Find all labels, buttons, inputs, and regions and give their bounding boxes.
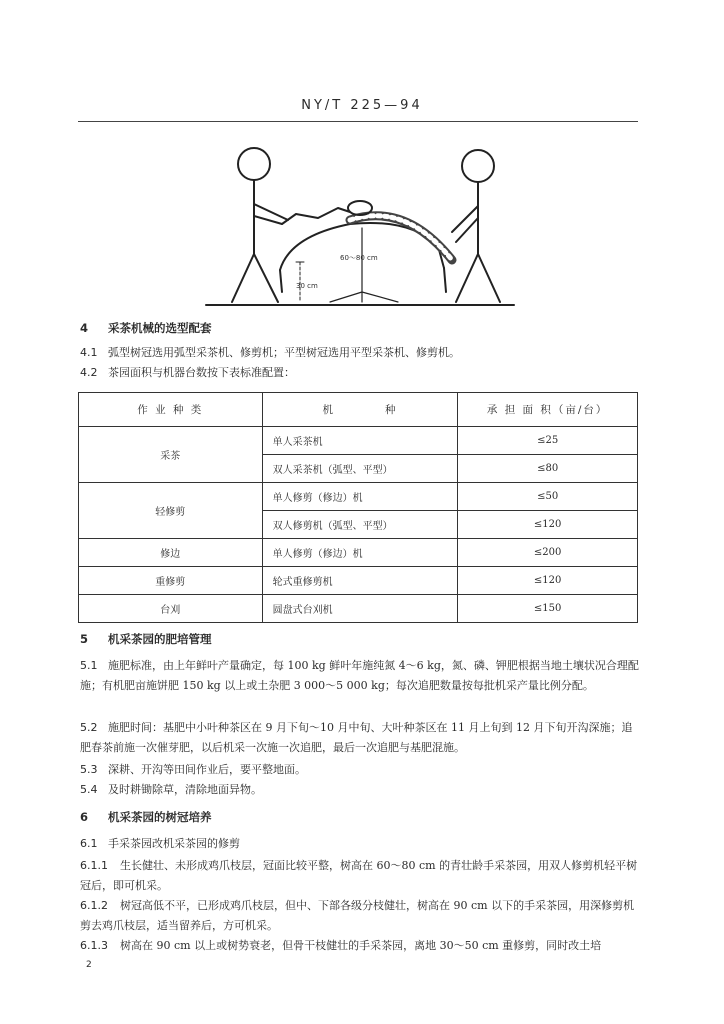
section-6-heading: 6 机采茶园的树冠培养 bbox=[80, 810, 212, 824]
machine-cell: 单人修剪（修边）机 bbox=[262, 483, 458, 511]
table-row bbox=[79, 483, 638, 511]
area-cell: ≤25 bbox=[458, 427, 638, 455]
machine-cell: 圆盘式台刈机 bbox=[262, 595, 458, 623]
para-5-2: 5.2 施肥时间：基肥中小叶种茶区在 9 月下旬～10 月中旬、大叶种茶区在 11 月上旬到 12 月下旬开沟深施；追肥春茶前施一次催芽肥，以后机采一次施一次追肥，最后一次追肥与基肥混施。 bbox=[80, 721, 633, 754]
area-cell: ≤50 bbox=[458, 483, 638, 511]
para-5-3: 5.3 深耕、开沟等田间作业后，要平整地面。 bbox=[80, 763, 306, 776]
table-row bbox=[79, 567, 638, 595]
area-cell: ≤120 bbox=[458, 511, 638, 539]
para-4-1: 4.1 弧型树冠选用弧型采茶机、修剪机；平型树冠选用平型采茶机、修剪机。 bbox=[80, 346, 460, 359]
column-header: 机 种 bbox=[262, 393, 458, 427]
table-row bbox=[79, 427, 638, 455]
right-operator-head bbox=[462, 150, 494, 182]
document-header: NY/T 225—94 bbox=[301, 98, 423, 113]
machine-cell: 轮式重修剪机 bbox=[262, 567, 458, 595]
machine-cell: 单人采茶机 bbox=[262, 427, 458, 455]
section-5-heading: 5 机采茶园的肥培管理 bbox=[80, 632, 212, 646]
operation-type-cell: 修边 bbox=[79, 539, 263, 567]
page-number: 2 bbox=[86, 960, 92, 970]
para-4-2: 4.2 茶园面积与机器台数按下表标准配置： bbox=[80, 366, 295, 379]
column-header: 作 业 种 类 bbox=[79, 393, 263, 427]
header-divider bbox=[78, 121, 638, 122]
para-5-4: 5.4 及时耕锄除草，清除地面异物。 bbox=[80, 783, 262, 796]
para-6-1-2: 6.1.2 树冠高低不平，已形成鸡爪枝层，但中、下部各级分枝健壮，树高在 90 cm 以下的手采茶园，用深修剪机剪去鸡爪枝层，适当留养后，方可机采。 bbox=[80, 899, 635, 932]
table-row bbox=[79, 539, 638, 567]
para-6-1: 6.1 手采茶园改机采茶园的修剪 bbox=[80, 837, 240, 850]
area-cell: ≤120 bbox=[458, 567, 638, 595]
section-4-heading: 4 采茶机械的选型配套 bbox=[80, 321, 212, 335]
area-cell: ≤150 bbox=[458, 595, 638, 623]
operation-type-cell: 轻修剪 bbox=[79, 483, 263, 539]
left-operator-head bbox=[238, 148, 270, 180]
table-header-row bbox=[79, 393, 638, 427]
para-5-1: 5.1 施肥标准，由上年鲜叶产量确定，每 100 kg 鲜叶年施纯氮 4～6 kg，氮、磷、钾肥根据当地土壤状况合理配施；有机肥亩施饼肥 150 kg 以上或土杂肥 3 000～5 000 kg；每次追肥数量按每批机采产量比例分配。 bbox=[80, 659, 639, 692]
para-6-1-1: 6.1.1 生长健壮、未形成鸡爪枝层，冠面比较平整，树高在 60～80 cm 的青壮龄手采茶园，用双人修剪机轻平树冠后，即可机采。 bbox=[80, 859, 638, 892]
operation-type-cell: 台刈 bbox=[79, 595, 263, 623]
two-person-harvester-figure bbox=[200, 142, 520, 314]
para-6-1-3: 6.1.3 树高在 90 cm 以上或树势衰老，但骨干枝健壮的手采茶园，离地 30～50 cm 重修剪，同时改土培 bbox=[80, 939, 602, 952]
operation-type-cell: 采茶 bbox=[79, 427, 263, 483]
table-row bbox=[79, 595, 638, 623]
area-cell: ≤200 bbox=[458, 539, 638, 567]
machine-cell: 单人修剪（修边）机 bbox=[262, 539, 458, 567]
base-height-label: 30 cm bbox=[296, 282, 318, 290]
machine-allocation-table bbox=[78, 392, 638, 623]
machine-cell: 双人修剪机（弧型、平型） bbox=[262, 511, 458, 539]
column-header: 承 担 面 积（亩/台） bbox=[458, 393, 638, 427]
height-label: 60～80 cm bbox=[340, 254, 378, 262]
area-cell: ≤80 bbox=[458, 455, 638, 483]
machine-cell: 双人采茶机（弧型、平型） bbox=[262, 455, 458, 483]
operation-type-cell: 重修剪 bbox=[79, 567, 263, 595]
left-handle bbox=[282, 208, 350, 224]
